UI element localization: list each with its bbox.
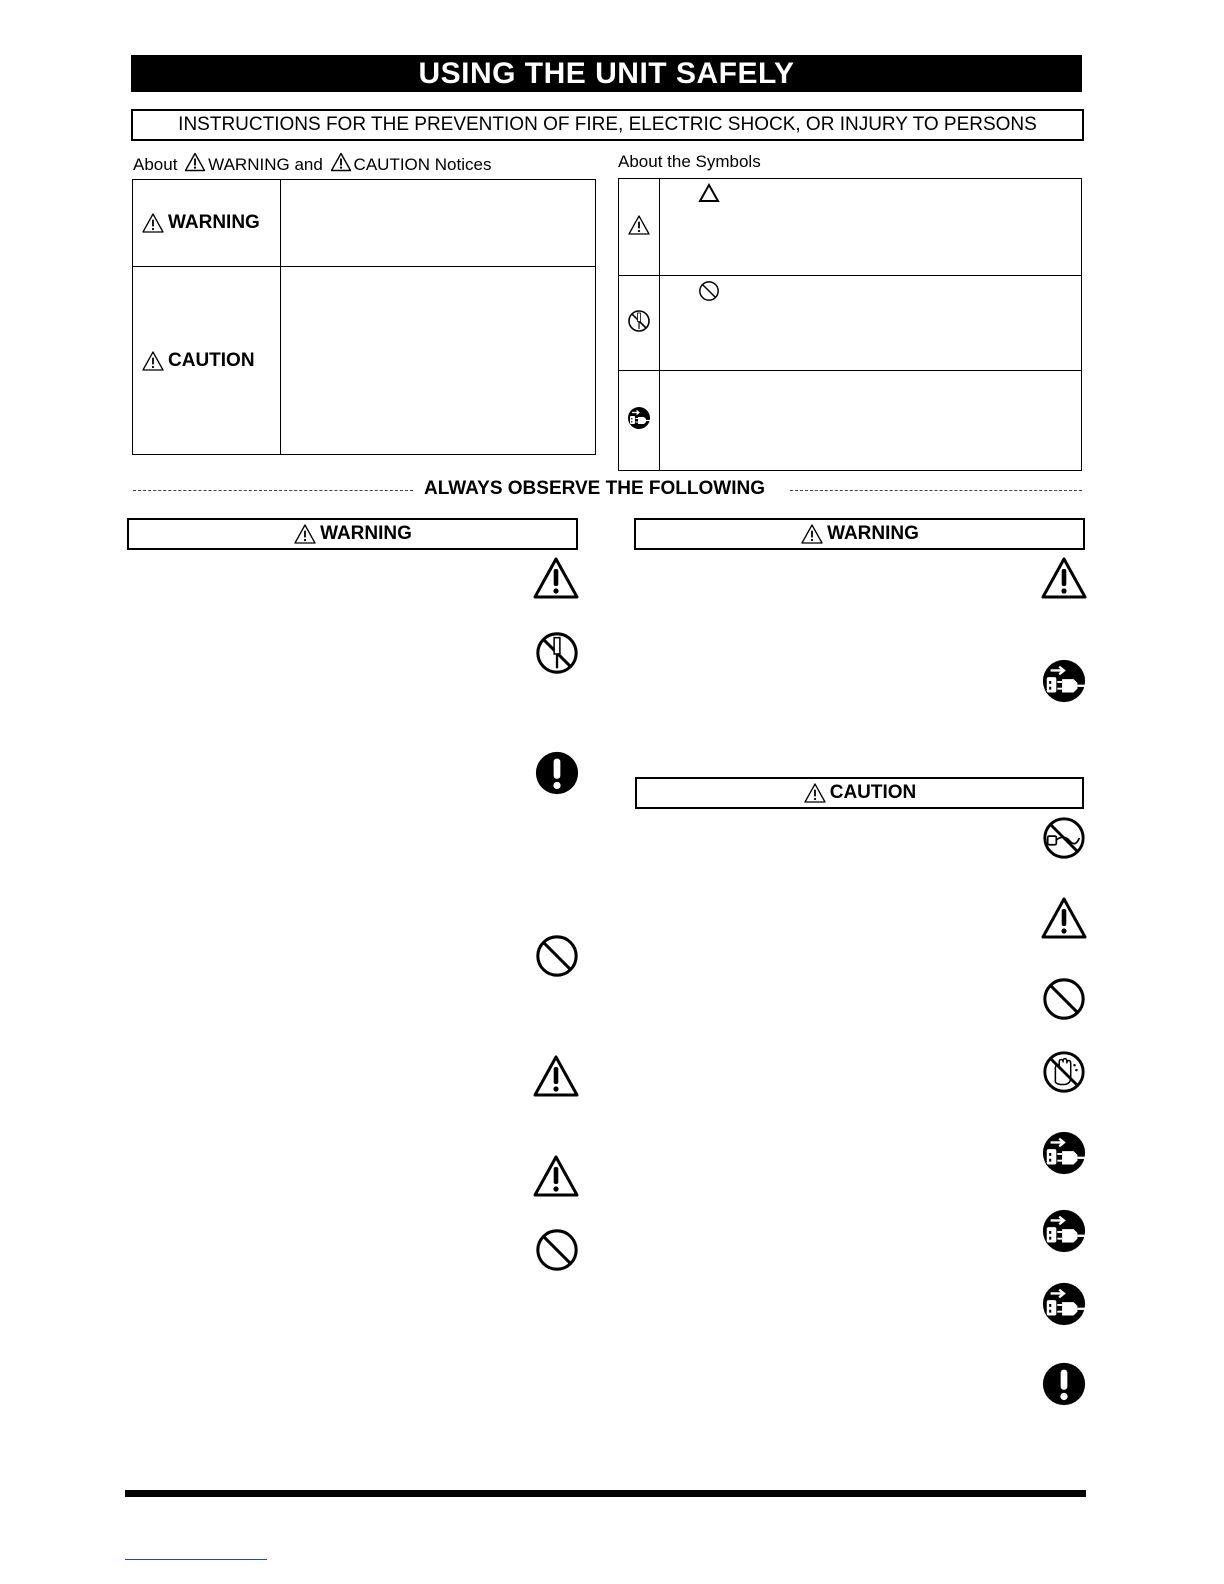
warning-triangle-icon [141, 212, 165, 234]
unplug-icon [627, 406, 651, 430]
mandatory-exclamation-icon [1041, 1361, 1087, 1407]
notices-table [132, 179, 596, 455]
symbol-desc-prohibit [660, 276, 1082, 371]
always-observe-heading: ALWAYS OBSERVE THE FOLLOWING [424, 478, 765, 499]
symbol-cell-triangle [619, 179, 660, 276]
divider-left [133, 490, 413, 491]
caution-triangle-icon [1040, 896, 1088, 940]
caution-triangle-icon [532, 556, 580, 600]
caution-triangle-icon [532, 1054, 580, 1098]
warning-triangle-icon [293, 523, 317, 545]
caution-notice-cell [133, 267, 281, 455]
symbol-desc-triangle [660, 179, 1082, 276]
warning-triangle-icon [800, 523, 824, 545]
warning-notice-cell [133, 180, 281, 267]
instructions-heading: INSTRUCTIONS FOR THE PREVENTION OF FIRE, ELECTRIC SHOCK, OR INJURY TO PERSONS [131, 109, 1084, 141]
symbol-desc-mandatory [660, 371, 1082, 471]
page-title: USING THE UNIT SAFELY [131, 55, 1082, 92]
right-warning-header [634, 518, 1085, 550]
do-not-disassemble-icon [627, 309, 651, 333]
unplug-icon [1041, 1130, 1087, 1176]
warning-triangle-icon [184, 152, 206, 172]
about-suffix: Notices [434, 155, 492, 174]
prohibition-circle-icon [534, 933, 580, 979]
no-wet-hands-icon [1041, 1049, 1087, 1095]
symbol-cell-prohibit [619, 276, 660, 371]
mandatory-exclamation-icon [534, 750, 580, 796]
right-warning-label: WARNING [827, 523, 919, 544]
symbol-cell-mandatory [619, 371, 660, 471]
caution-triangle-icon [141, 350, 165, 372]
caution-triangle-icon [803, 782, 827, 804]
prohibition-circle-icon [534, 1227, 580, 1273]
caution-triangle-icon [330, 152, 352, 172]
unplug-icon [1041, 1208, 1087, 1254]
triangle-outline-icon [698, 183, 720, 203]
prohibition-circle-icon [698, 280, 720, 302]
prohibition-circle-icon [1041, 976, 1087, 1022]
unplug-icon [1041, 658, 1087, 704]
divider-right [790, 490, 1082, 491]
right-caution-label: CAUTION [829, 782, 917, 803]
about-notices-label [133, 152, 491, 175]
warning-notice-description [281, 180, 596, 267]
do-not-disassemble-icon [534, 630, 580, 676]
caution-triangle-icon [627, 214, 651, 236]
footnote-divider [125, 1559, 267, 1560]
about-caution-word: CAUTION [353, 155, 431, 174]
about-prefix: About [133, 155, 178, 174]
no-cord-pulling-icon [1041, 815, 1087, 861]
about-warning-word: WARNING [208, 155, 290, 174]
right-caution-header [635, 777, 1084, 809]
about-and-word: and [294, 155, 323, 174]
caution-triangle-icon [532, 1154, 580, 1198]
warning-notice-label: WARNING [168, 212, 260, 233]
caution-notice-description [281, 267, 596, 455]
left-warning-label: WARNING [320, 523, 412, 544]
caution-triangle-icon [1040, 556, 1088, 600]
unplug-icon [1041, 1281, 1087, 1327]
caution-notice-label: CAUTION [168, 349, 255, 371]
left-warning-header [127, 518, 578, 550]
about-symbols-label: About the Symbols [618, 152, 761, 171]
symbols-table [618, 178, 1082, 471]
bottom-rule [125, 1490, 1086, 1497]
